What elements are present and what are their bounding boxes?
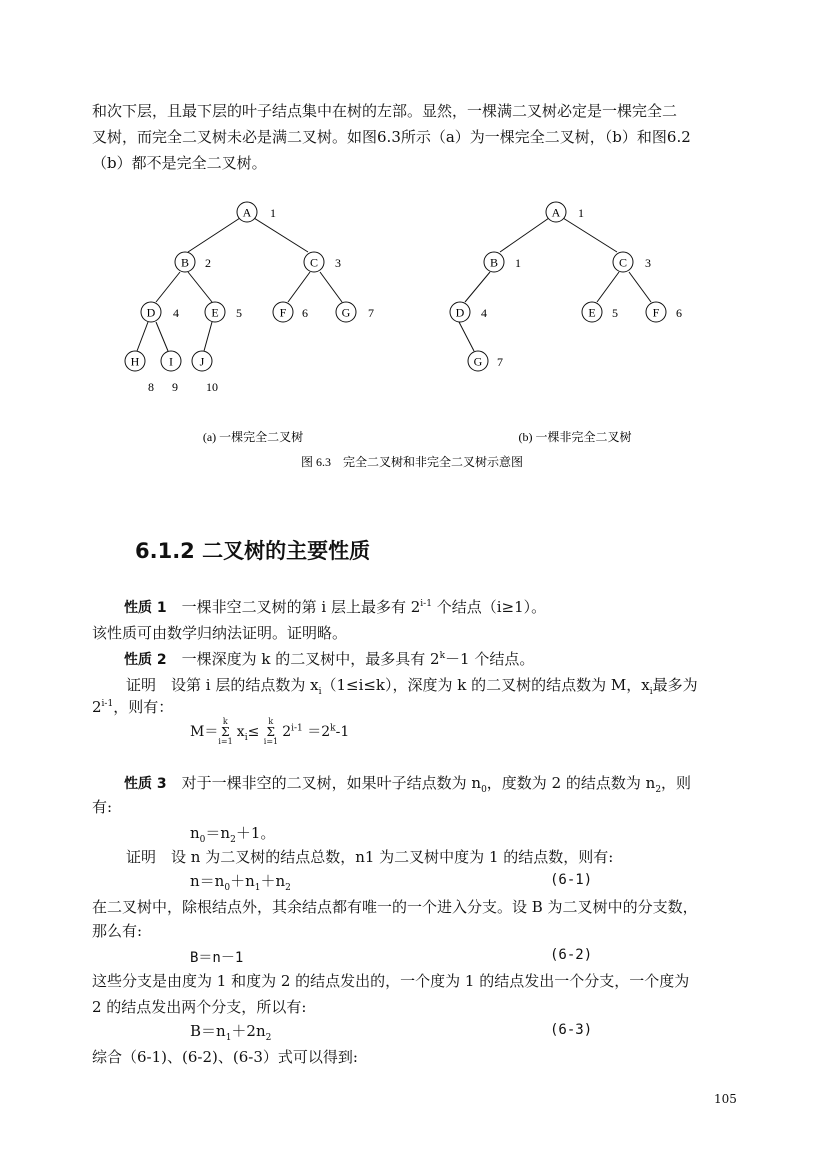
combine-text: 综合（6-1)、(6-2)、(6-3）式可以得到:: [92, 1048, 358, 1066]
tree-b-node-C: [613, 252, 651, 272]
svg-text:6: 6: [302, 306, 308, 320]
tree-b-edges: [459, 218, 651, 351]
svg-text:H: H: [130, 354, 140, 369]
svg-text:F: F: [652, 305, 660, 320]
tree-b-node-E: [582, 302, 618, 322]
equation-6-1: $n=n_0+n_1+n_2$: [190, 872, 291, 893]
property-1-label: 性质 1: [124, 600, 167, 616]
svg-text:4: 4: [173, 306, 179, 320]
tree-b-node-F: [646, 302, 682, 322]
intro-line-2: 叉树，而完全二叉树未必是满二叉树。如图6.3所示（a）为一棵完全二叉树，（b）和图6.2: [92, 128, 691, 146]
svg-text:D: D: [455, 305, 465, 320]
svg-text:1: 1: [270, 206, 276, 220]
intro-line-1: 和次下层，且最下层的叶子结点集中在树的左部。显然，一棵满二叉树必定是一棵完全二: [92, 102, 678, 120]
tree-b-node-B: [484, 252, 521, 272]
svg-text:F: F: [279, 305, 287, 320]
svg-text:J: J: [199, 354, 205, 369]
svg-text:3: 3: [335, 256, 341, 270]
property-3-label: 性质 3: [124, 776, 167, 792]
equation-m: M＝ k Σ i=1 $x_i\le$ k Σ i=1 $2^{i-1} =2^k-1$: [190, 717, 350, 746]
tree-a-node-C: [304, 252, 341, 272]
section-heading: 6.1.2 二叉树的主要性质: [135, 539, 371, 563]
tree-a-edges: [137, 218, 342, 351]
property-3-line-2: 有:: [92, 798, 113, 816]
tree-a-node-D: [141, 302, 179, 322]
svg-text:A: A: [242, 205, 252, 220]
tree-a-node-I: [161, 351, 181, 394]
property-2-proof-line-1: 证明 设第 i 层的结点数为 $x_i(1\le i\le k)$，深度为 k 的二叉树的结点数为 M，$x_i$最多为: [126, 676, 698, 697]
tree-a-node-G: [336, 302, 374, 322]
property-2-label: 性质 2: [124, 652, 167, 668]
property-3-proof: 证明 设 n 为二叉树的结点总数，n1 为二叉树中度为 1 的结点数，则有:: [126, 848, 614, 866]
branch-text-line-2: 那么有:: [92, 922, 143, 940]
svg-text:G: G: [341, 305, 351, 320]
svg-text:9: 9: [172, 380, 178, 394]
tree-b-node-D: [450, 302, 487, 322]
svg-text:3: 3: [645, 256, 651, 270]
tree-a-node-F: [273, 302, 308, 322]
svg-text:D: D: [146, 305, 156, 320]
equation-6-1-tag: (6-1): [550, 872, 593, 888]
tree-a-node-J: [192, 351, 218, 394]
figure-6-3: [0, 195, 825, 480]
property-1: 性质 1 一棵非空二叉树的第 i 层上最多有 2$^{i-1}$ 个结点（i≥1）。: [124, 598, 547, 616]
degree-text-line-1: 这些分支是由度为 1 和度为 2 的结点发出的，一个度为 1 的结点发出一个分支，一个度为: [92, 972, 690, 990]
sum-symbol-2: k Σ i=1: [263, 717, 279, 746]
svg-text:B: B: [489, 255, 499, 270]
svg-text:5: 5: [236, 306, 242, 320]
svg-text:7: 7: [368, 306, 374, 320]
svg-text:7: 7: [497, 355, 503, 369]
tree-b-caption: (b) 一棵非完全二叉树: [518, 430, 632, 444]
svg-text:B: B: [180, 255, 190, 270]
tree-a-node-H: [125, 351, 154, 394]
svg-text:6: 6: [676, 306, 682, 320]
intro-line-3: （b）都不是完全二叉树。: [92, 154, 267, 172]
property-3: 性质 3 对于一棵非空的二叉树，如果叶子结点数为 $n_0$，度数为 2 的结点数为 $n_2$，则: [124, 774, 692, 795]
equation-6-3: $B=n_1+2n_2$: [190, 1022, 272, 1043]
svg-text:1: 1: [515, 256, 521, 270]
svg-text:I: I: [169, 354, 173, 369]
tree-a-node-E: [205, 302, 242, 322]
svg-text:10: 10: [206, 380, 218, 394]
figure-title: 图 6.3 完全二叉树和非完全二叉树示意图: [300, 455, 524, 469]
tree-a-caption: (a) 一棵完全二叉树: [202, 430, 304, 444]
tree-a-node-B: [175, 252, 211, 272]
svg-text:E: E: [588, 305, 596, 320]
svg-text:C: C: [618, 255, 628, 270]
svg-text:8: 8: [148, 380, 154, 394]
svg-text:G: G: [473, 354, 483, 369]
equation-n0: $n_0=n_2+1$。: [190, 824, 276, 845]
svg-text:5: 5: [612, 306, 618, 320]
property-2-proof-line-2: 2$^{i-1}$，则有：: [92, 698, 174, 716]
svg-text:4: 4: [481, 306, 487, 320]
degree-text-line-2: 2 的结点发出两个分支，所以有:: [92, 998, 307, 1016]
branch-text-line-1: 在二叉树中，除根结点外，其余结点都有唯一的一个进入分支。设 B 为二叉树中的分支数，: [92, 898, 698, 916]
equation-6-2-tag: (6-2): [550, 947, 593, 963]
sum-symbol-1: k Σ i=1: [218, 717, 233, 746]
property-1-note: 该性质可由数学归纳法证明。证明略。: [92, 624, 348, 642]
svg-text:C: C: [309, 255, 319, 270]
tree-b-node-G: [468, 351, 503, 371]
equation-6-3-tag: (6-3): [550, 1022, 593, 1038]
svg-text:E: E: [211, 305, 219, 320]
svg-text:2: 2: [205, 256, 211, 270]
svg-text:1: 1: [578, 206, 584, 220]
svg-text:A: A: [551, 205, 561, 220]
equation-6-2: B＝n－1: [190, 950, 244, 966]
page-number: 105: [714, 1092, 737, 1106]
property-2: 性质 2 一棵深度为 k 的二叉树中，最多具有 $2^k-1$ 个结点。: [124, 650, 535, 668]
